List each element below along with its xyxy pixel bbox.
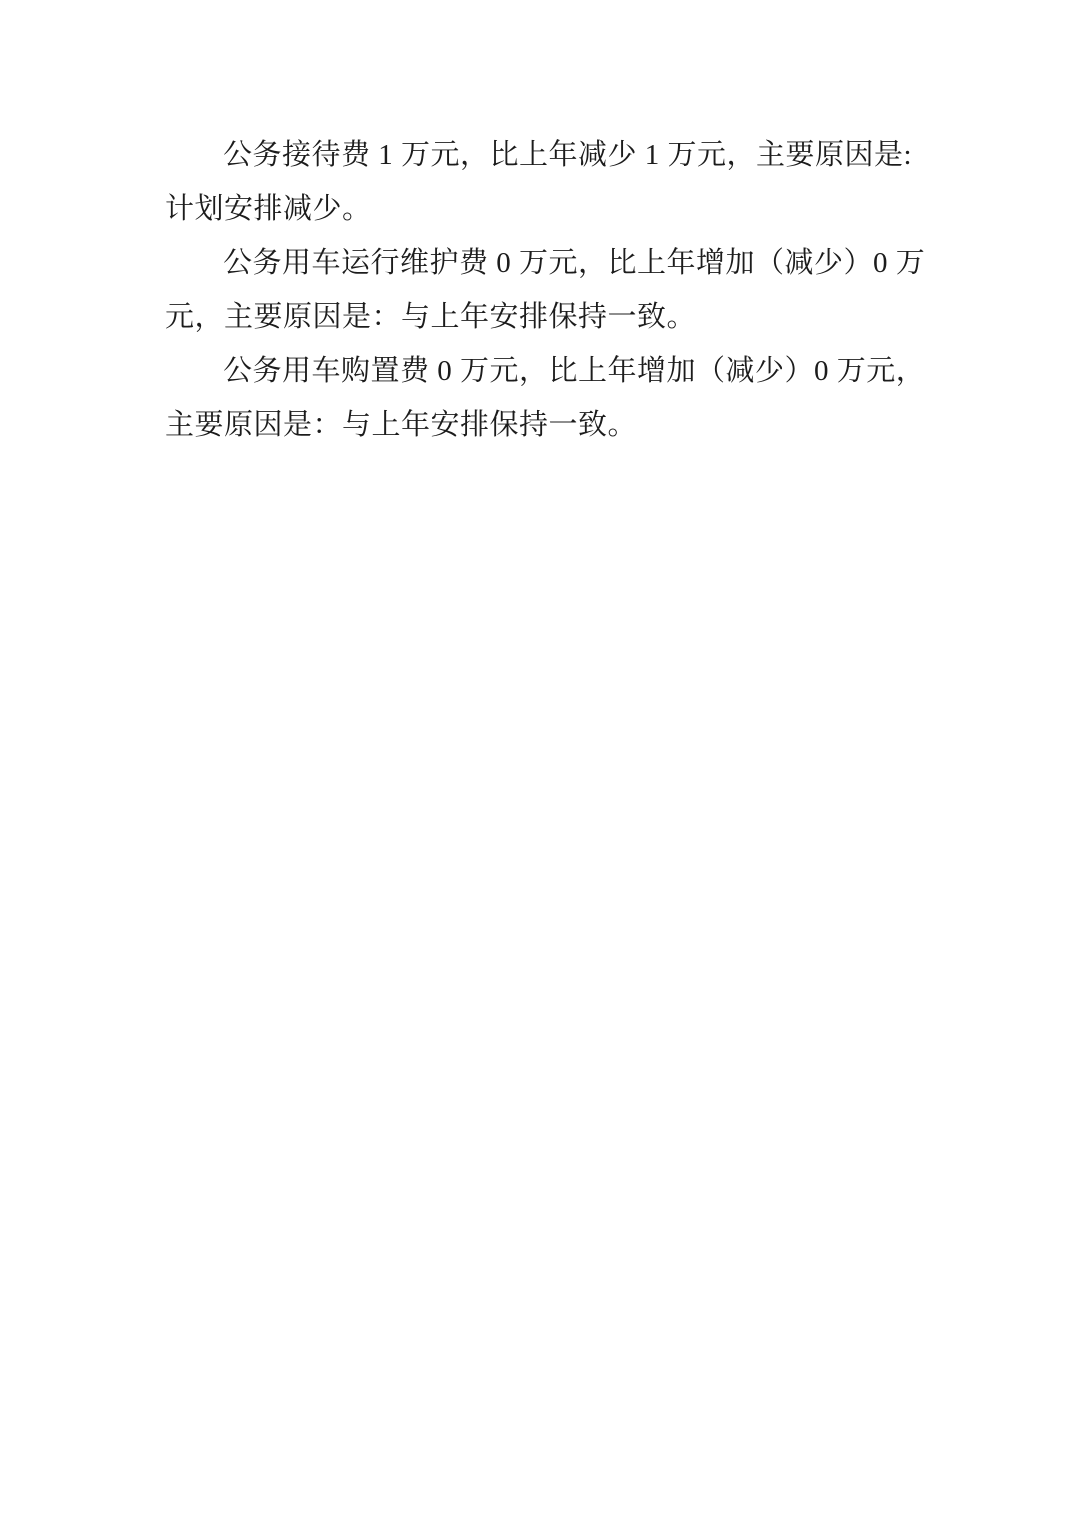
paragraph bbox=[165, 344, 926, 452]
text-line: 主要原因是：与上年安排保持一致。 bbox=[165, 409, 638, 441]
paragraph bbox=[165, 128, 913, 236]
text-line: 计划安排减少。 bbox=[165, 193, 372, 225]
text-line: 公务接待费 1 万元，比上年减少 1 万元，主要原因是: bbox=[223, 139, 913, 171]
text-line: 公务用车运行维护费 0 万元，比上年增加（减少）0 万 bbox=[223, 247, 926, 279]
paragraph bbox=[165, 236, 926, 344]
document-body bbox=[165, 128, 926, 452]
text-line: 元，主要原因是：与上年安排保持一致。 bbox=[165, 301, 697, 333]
text-line: 公务用车购置费 0 万元，比上年增加（减少）0 万元， bbox=[223, 355, 926, 387]
